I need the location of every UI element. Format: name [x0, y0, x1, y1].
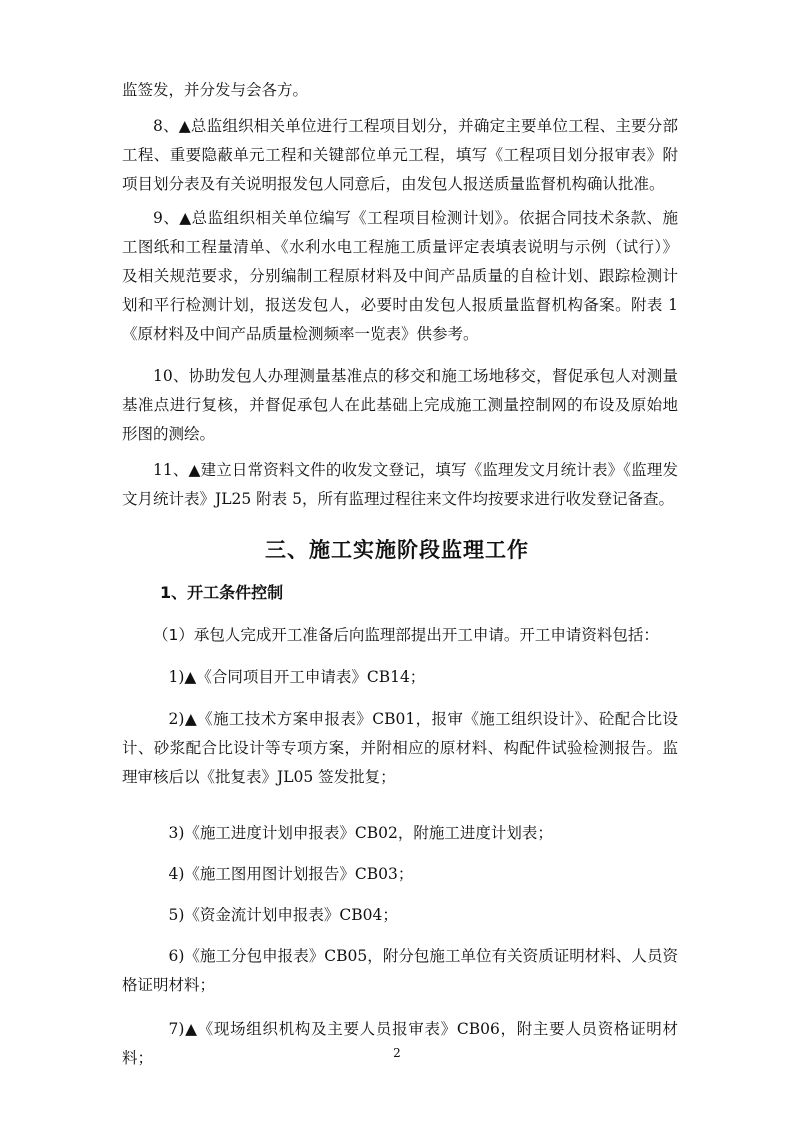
paragraph-item-8: 8、▲总监组织相关单位进行工程项目划分，并确定主要单位工程、主要分部工程、重要隐蔽单元工程和关键部位单元工程，填写《工程项目划分报审表》附项目划分表及有关说明报发包人同意后，由发包人报送质量监督机构确认批准。: [122, 117, 678, 193]
list-item-6: 6)《施工分包申报表》CB05，附分包施工单位有关资质证明材料、人员资格证明材料；: [122, 947, 678, 994]
page-number: 2: [393, 1046, 401, 1060]
list-item-1: 1)▲《合同项目开工申请表》CB14；: [168, 668, 426, 686]
list-item-intro: （1）承包人完成开工准备后向监理部提出开工申请。开工申请资料包括：: [153, 626, 659, 644]
paragraph-item-9: 9、▲总监组织相关单位编写《工程项目检测计划》。依据合同技术条款、施工图纸和工程量清单、《水利水电工程施工质量评定表填表说明与示例（试行）》及相关规范要求，分别编制工程原材料及中间产品质量的自检计划、跟踪检测计划和平行检测计划，报送发包人，必要时由发包人报质量监督机构备案。附表 1《原材料及中间产品质量检测频率一览表》供参考。: [122, 209, 678, 343]
section-title: 三、施工实施阶段监理工作: [265, 538, 529, 562]
paragraph-item-10: 10、协助发包人办理测量基准点的移交和施工场地移交，督促承包人对测量基准点进行复核，并督促承包人在此基础上完成施工测量控制网的布设及原始地形图的测绘。: [122, 367, 678, 443]
paragraph-item-11: 11、▲建立日常资料文件的收发文登记，填写《监理发文月统计表》《监理发文月统计表》JL25 附表 5，所有监理过程往来文件均按要求进行收发登记备查。: [122, 461, 678, 508]
paragraph-continuation: 监签发，并分发与会各方。: [122, 81, 309, 99]
list-item-4: 4)《施工图用图计划报告》CB03；: [168, 865, 414, 883]
list-item-2: 2)▲《施工技术方案申报表》CB01，报审《施工组织设计》、砼配合比设计、砂浆配合比设计等专项方案，并附相应的原材料、构配件试验检测报告。监理审核后以《批复表》JL05 签发批复；: [122, 710, 678, 786]
list-item-5: 5)《资金流计划申报表》CB04；: [168, 906, 398, 924]
subsection-title: 1、开工条件控制: [160, 583, 284, 602]
list-item-3: 3)《施工进度计划申报表》CB02，附施工进度计划表；: [168, 824, 553, 842]
list-item-7: 7)▲《现场组织机构及主要人员报审表》CB06，附主要人员资格证明材料；: [122, 1020, 678, 1067]
